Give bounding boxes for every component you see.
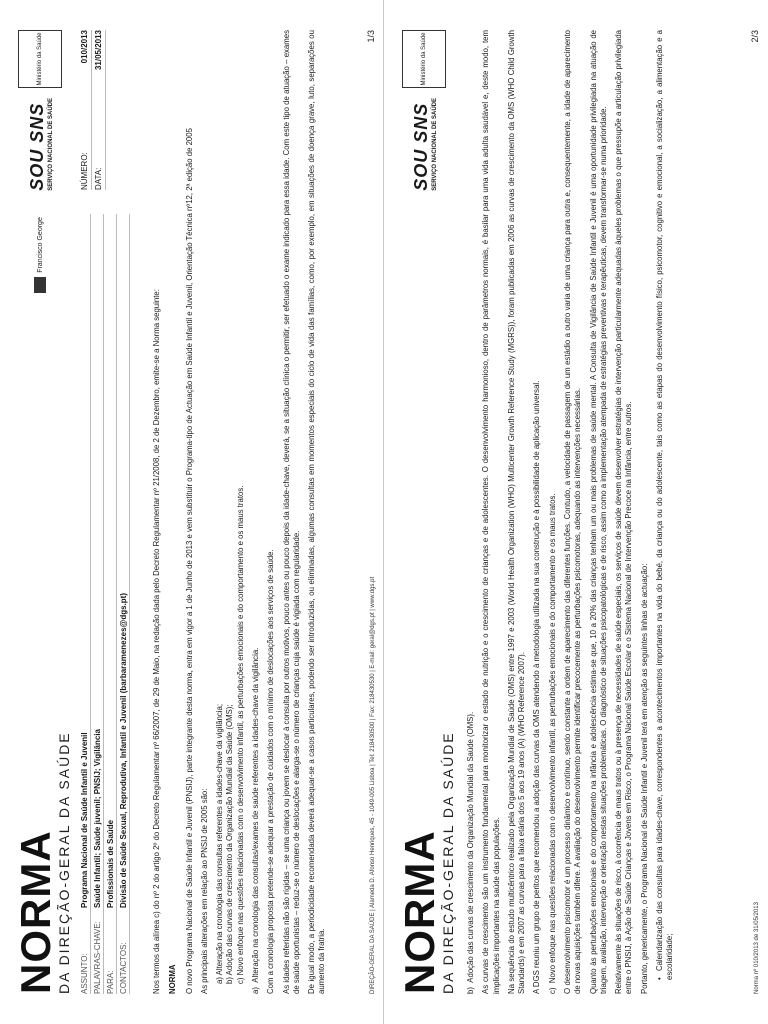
- meta-label: ASSUNTO:: [79, 953, 89, 994]
- page-footer: Norma nº 010/2013 de 31/05/2013: [754, 902, 760, 994]
- document-subtitle: DA DIREÇÃO-GERAL DA SAÚDE: [440, 731, 456, 994]
- document-page-2: [384, 0, 768, 994]
- government-logo: Ministério da Saúde: [18, 30, 62, 88]
- audience-value: Profissionais de Saúde: [105, 819, 115, 908]
- paragraph: De igual modo, a periodicidade recomendada deverá adequar-se a casos particulares, podendo ser introduzidas, ou eliminadas, algumas consultas em momentos especiais do ciclo de vida das famílias, como, por exemplo, em situações de doença grave, luto, separações ou aumento da fratria.: [307, 30, 327, 994]
- government-logo: Ministério da Saúde: [402, 30, 446, 88]
- document-number: 010/2013: [80, 30, 89, 64]
- list-item: • Calendarização das consultas para idades-chave, correspondentes a acontecimentos importantes na vida do bebé, da criança ou do adolescente, tais como as etapas do desenvolvimento físico, psicomotor, cognitivo e emocional, a socialização, a alimentação e a escolaridade;: [654, 29, 675, 980]
- meta-number-date: [78, 30, 106, 190]
- document-date: 31/05/2013: [94, 30, 103, 71]
- meta-label: NÚMERO:: [80, 152, 89, 190]
- page-header: [396, 30, 456, 994]
- meta-label: DATA:: [94, 167, 103, 190]
- list-item: c) Novo enfoque nas questões relacionadas com o desenvolvimento infantil, as perturbações emocionais e do comportamento e os maus tratos.: [235, 485, 245, 984]
- page-footer: DIREÇÃO-GERAL DA SAÚDE | Alameda D. Afonso Henriques, 45 - 1049-005 Lisboa | Tel: 218430500 | Fax: 218430530 | E-mail: geral@dgs.pt | www.dgs.pt: [370, 576, 376, 994]
- document-title: NORMA: [396, 830, 443, 994]
- page-number: 2/3: [750, 30, 760, 43]
- contacts-value[interactable]: Divisão de Saúde Sexual, Reprodutiva, Infantil e Juvenil (barbaramenezes@dgs.pt): [118, 593, 128, 908]
- document-subtitle: DA DIREÇÃO-GERAL DA SAÚDE: [56, 731, 72, 994]
- keywords-value: Saúde Infantil; Saúde juvenil; PNSIJ; Vigilância: [92, 728, 102, 908]
- page-number: 1/3: [366, 30, 376, 43]
- paragraph: As principais alterações em relação ao PNSIJ de 2005 são:: [199, 788, 209, 994]
- list-item: a) Alteração na cronologia das consultas referentes a idades-chave da vigilância;: [215, 703, 225, 984]
- paragraph: Relativamente às situações de risco, à ocorrência de maus tratos ou à presença de necessidades de saúde especiais, os serviços de saúde devem desenvolver estratégias de intervenção particularmente adequadas àqueles problemas o que pressupõe a articulação privilegiada entre o PNSIJ, à Ação de Saúde Crianças e Jovens em Risco, o Programa Nacional Saúde Escolar e o Sistema Nacional de Intervenção Precoce na Infância, entre outros.: [614, 30, 634, 994]
- paragraph: As idades referidas não são rígidas – se uma criança ou jovem se deslocar à consulta por outros motivos, pouco antes ou pouco depois da idade-chave, deverá, se a situação clínica o permitir, ser efetuado o exame indicado para essa idade. Com este tipo de atuação – exames de saúde oportunistas – reduz-se o número de deslocações e alarga-se o número de crianças cuja saúde é vigiada com regularidade.: [281, 30, 301, 994]
- subject-value: Programa Nacional de Saúde Infantil e Juvenil: [79, 732, 89, 908]
- list-item: b) Adoção das curvas de crescimento da Organização Mundial da Saúde (OMS);: [225, 704, 235, 984]
- metadata-table: [78, 30, 130, 994]
- paragraph: O novo Programa Nacional de Saúde Infantil e Juvenil (PNSIJ), parte integrante desta norma, entra em vigor a 1 de Junho de 2013 e vem substituir o Programa-tipo de Actuação em Saúde Infantil e Juvenil, Orientação Técnica nº12, 2ª edição de 2005: [184, 128, 194, 994]
- section-heading: NORMA: [168, 964, 178, 994]
- signature-text: Francisco George: [36, 217, 44, 273]
- document-title: NORMA: [12, 830, 59, 994]
- paragraph: A DGS reuniu um grupo de peritos que recomendou a adoção das curvas da OMS atendendo à metodologia utilizada na sua construção e à possibilidade de aplicação universal.: [532, 380, 542, 994]
- section-b: b) Adoção das curvas de crescimento da Organização Mundial da Saúde (OMS).: [466, 711, 475, 994]
- ministry-logo: [20, 201, 60, 293]
- intro-paragraph: Nos termos da alínea c) do nº 2 do artigo 2º do Decreto Regulamentar nº 66/2007, de 29 de Maio, na redação dada pelo Decreto Regulamentar nº 21/2008, de 2 de Dezembro, emite-se a Norma seguinte:: [152, 289, 161, 994]
- changes-list: [215, 30, 246, 994]
- meta-label: CONTACTOS:: [118, 942, 128, 994]
- paragraph: Com a cronologia proposta pretende-se adequar a prestação de cuidados com o mínimo de deslocações aos serviços de saúde.: [266, 549, 276, 994]
- meta-label: PALAVRAS-CHAVE:: [92, 921, 102, 994]
- logo-group: [18, 30, 62, 293]
- flag-icon: [34, 277, 46, 293]
- paragraph: As curvas de crescimento são um instrumento fundamental para monitorizar o estado de nutrição e o crescimento de crianças e de adolescentes. O desenvolvimento harmonioso, dentro de parâmetros normais, é basilar para uma vida adulta saudável e, deste modo, tem implicações importantes na saúde das populações.: [481, 30, 501, 994]
- meta-label: PARA:: [105, 970, 115, 994]
- document-body: [152, 30, 333, 994]
- bullet-list: [655, 30, 676, 994]
- paragraph: O desenvolvimento psicomotor é um processo dinâmico e contínuo, sendo constante a ordem de aparecimento das diferentes funções. Contudo, a velocidade de passagem de um estádio a outro varia de uma criança para outra e, consequentemente, a idade de aparecimento de novas aquisições também difere. A avaliação do desenvolvimento permite identificar precocemente as perturbações psicomotoras, adequando as intervenções necessárias.: [562, 30, 583, 994]
- page-header: [12, 30, 72, 994]
- sou-sns-logo: SOU SNS SERVIÇO NACIONAL DE SAÚDE: [26, 98, 54, 191]
- bullet-icon: •: [654, 971, 664, 980]
- paragraph: Portanto, genericamente, o Programa Nacional de Saúde Infantil e Juvenil terá em atenção as seguintes linhas de actuação:: [639, 563, 649, 994]
- section-c: c) Novo enfoque nas questões relacionadas com o desenvolvimento infantil, as perturbações emocionais e do comportamento e os maus tratos.: [547, 493, 557, 994]
- section-a: a) Alteração na cronologia das consultas/exames de saúde referentes a idades-chave da vigilância.: [250, 647, 260, 994]
- sou-sns-logo: SOU SNS SERVIÇO NACIONAL DE SAÚDE: [410, 98, 438, 191]
- logo-group: [402, 30, 446, 191]
- paragraph: Quanto às perturbações emocionais e do comportamento na infância e adolescência estima-se que, 10 a 20% das crianças tenham um ou mais problemas de saúde mental. A Consulta de Vigilância de Saúde Infantil e Juvenil é uma oportunidade privilegiada na atuação de triagem, avaliação, intervenção e orientação nestas situações problemáticas. O diagnóstico de situações psicopatológicas e de risco, assim como a implementação atempada de estratégias preventivas e terapêuticas, devem transformar-se numa prioridade.: [588, 30, 608, 994]
- document-body: [466, 30, 676, 994]
- paragraph: Na sequência do estudo multicêntrico realizado pela Organização Mundial de Saúde (OMS) entre 1997 e 2003 (World Health Organization (WHO) Multicenter Growth Reference Study (MGRS)), foram publicadas em 2006 as curvas de crescimento da OMS (WHO Child Growth Standards) e em 2007 as curvas para a faixa etária dos 5 aos 19 anos (A) (WHO Reference 2007).: [506, 30, 527, 994]
